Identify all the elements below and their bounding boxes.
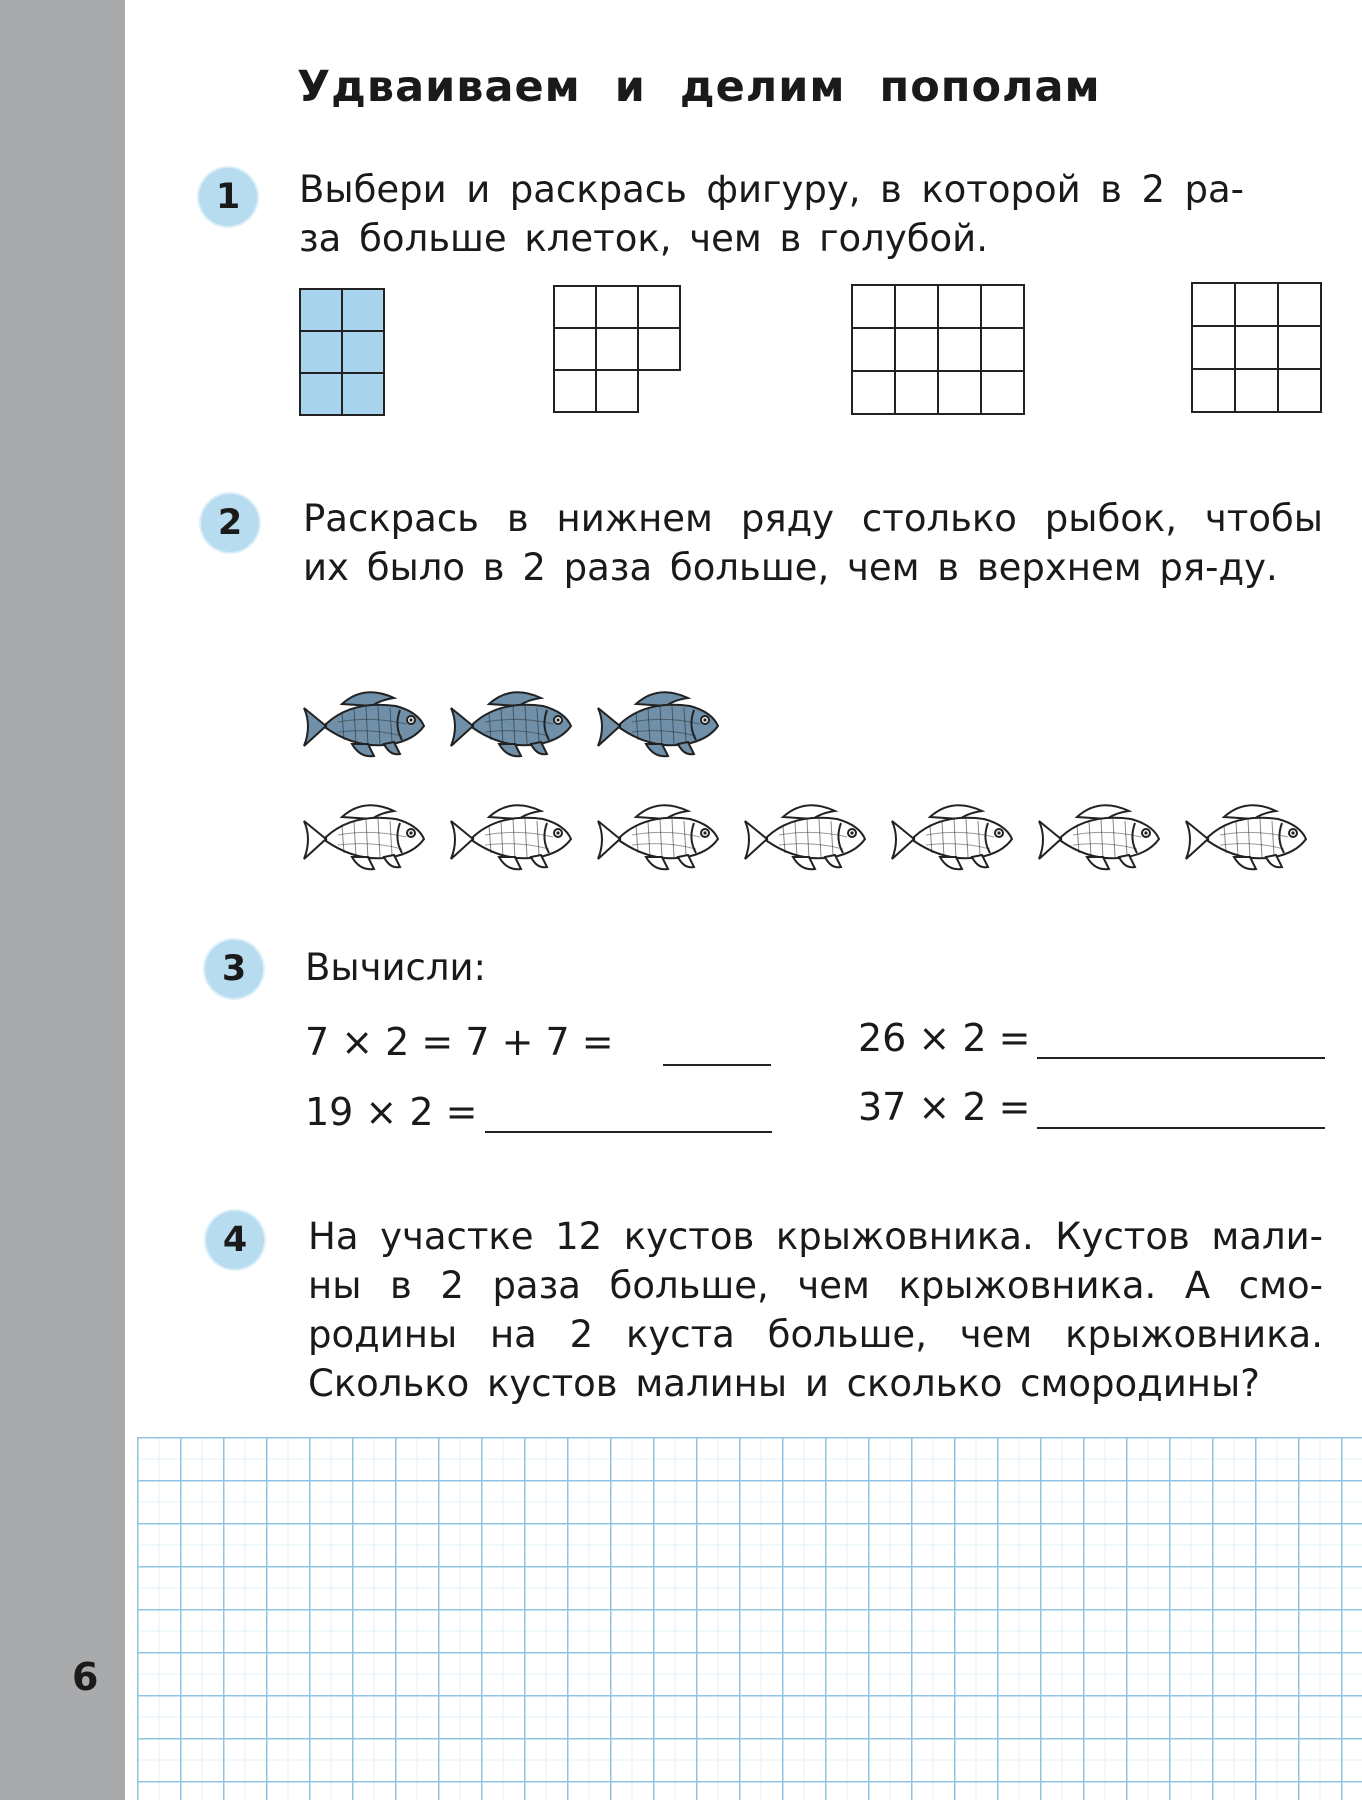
grid-cell[interactable] — [595, 369, 639, 413]
task-1-text: Выбери и раскрась фигуру, в которой в 2 ра-за больше клеток, чем в голубой. — [299, 168, 1244, 260]
grid-cell — [341, 288, 385, 332]
equation-3: 26 × 2 = — [858, 1016, 1031, 1060]
grid-cell[interactable] — [1277, 368, 1322, 413]
grid-cell[interactable] — [1234, 282, 1279, 327]
grid-cell[interactable] — [553, 327, 597, 371]
grid-cell — [299, 372, 343, 416]
answer-blank-2[interactable] — [485, 1131, 772, 1133]
grid-cell — [299, 330, 343, 374]
grid-cell — [299, 288, 343, 332]
fish-icon[interactable] — [1184, 795, 1312, 877]
answer-blank-4[interactable] — [1037, 1127, 1325, 1129]
fish-icon[interactable] — [743, 795, 871, 877]
grid-cell[interactable] — [937, 284, 982, 329]
grid-cell[interactable] — [894, 370, 939, 415]
task-3-badge: 3 — [205, 940, 263, 998]
grid-cell[interactable] — [1191, 282, 1236, 327]
grid-cell[interactable] — [553, 285, 597, 329]
fish-icon — [596, 682, 724, 764]
grid-cell — [341, 330, 385, 374]
grid-cell[interactable] — [851, 370, 896, 415]
grid-cell[interactable] — [1234, 325, 1279, 370]
grid-cell[interactable] — [851, 284, 896, 329]
fish-icon[interactable] — [302, 795, 430, 877]
task-2-badge: 2 — [201, 494, 259, 552]
grid-cell[interactable] — [1277, 325, 1322, 370]
equation-2: 19 × 2 = — [305, 1090, 478, 1134]
grid-cell[interactable] — [595, 285, 639, 329]
task-2-text: Раскрась в нижнем ряду столько рыбок, чтобы их было в 2 раза больше, чем в верхнем ря-ду. — [303, 497, 1323, 589]
grid-cell[interactable] — [980, 284, 1025, 329]
equation-4: 37 × 2 = — [858, 1085, 1031, 1129]
side-strip — [0, 0, 125, 1800]
grid-cell — [341, 372, 385, 416]
grid-cell[interactable] — [894, 327, 939, 372]
grid-cell[interactable] — [851, 327, 896, 372]
grid-cell[interactable] — [1191, 325, 1236, 370]
graph-paper-answer-area[interactable] — [137, 1437, 1362, 1800]
task-4-text: На участке 12 кустов крыжовника. Кустов мали-ны в 2 раза больше, чем крыжовника. А смо-родины на 2 куста больше, чем крыжовника. Сколько кустов малины и сколько смородины? — [308, 1215, 1323, 1405]
task-4-badge: 4 — [206, 1211, 264, 1269]
page-number: 6 — [72, 1655, 99, 1699]
answer-blank-3[interactable] — [1037, 1057, 1325, 1059]
task-1-badge: 1 — [199, 168, 257, 226]
grid-cell[interactable] — [553, 369, 597, 413]
grid-cell[interactable] — [595, 327, 639, 371]
task-3-text: Вычисли: — [305, 946, 487, 989]
grid-cell[interactable] — [1277, 282, 1322, 327]
grid-cell[interactable] — [1191, 368, 1236, 413]
page-title: Удваиваем и делим пополам — [297, 62, 1101, 112]
grid-cell[interactable] — [937, 327, 982, 372]
fish-icon[interactable] — [1037, 795, 1165, 877]
fish-icon — [302, 682, 430, 764]
workbook-page — [125, 0, 1362, 1800]
fish-icon — [449, 682, 577, 764]
grid-cell[interactable] — [637, 285, 681, 329]
grid-cell[interactable] — [1234, 368, 1279, 413]
equation-1: 7 × 2 = 7 + 7 = — [305, 1020, 614, 1064]
grid-cell[interactable] — [637, 327, 681, 371]
grid-cell[interactable] — [937, 370, 982, 415]
grid-cell[interactable] — [980, 327, 1025, 372]
answer-blank-1[interactable] — [663, 1064, 771, 1066]
fish-icon[interactable] — [890, 795, 1018, 877]
fish-icon[interactable] — [449, 795, 577, 877]
grid-cell[interactable] — [894, 284, 939, 329]
fish-icon[interactable] — [596, 795, 724, 877]
grid-cell[interactable] — [980, 370, 1025, 415]
